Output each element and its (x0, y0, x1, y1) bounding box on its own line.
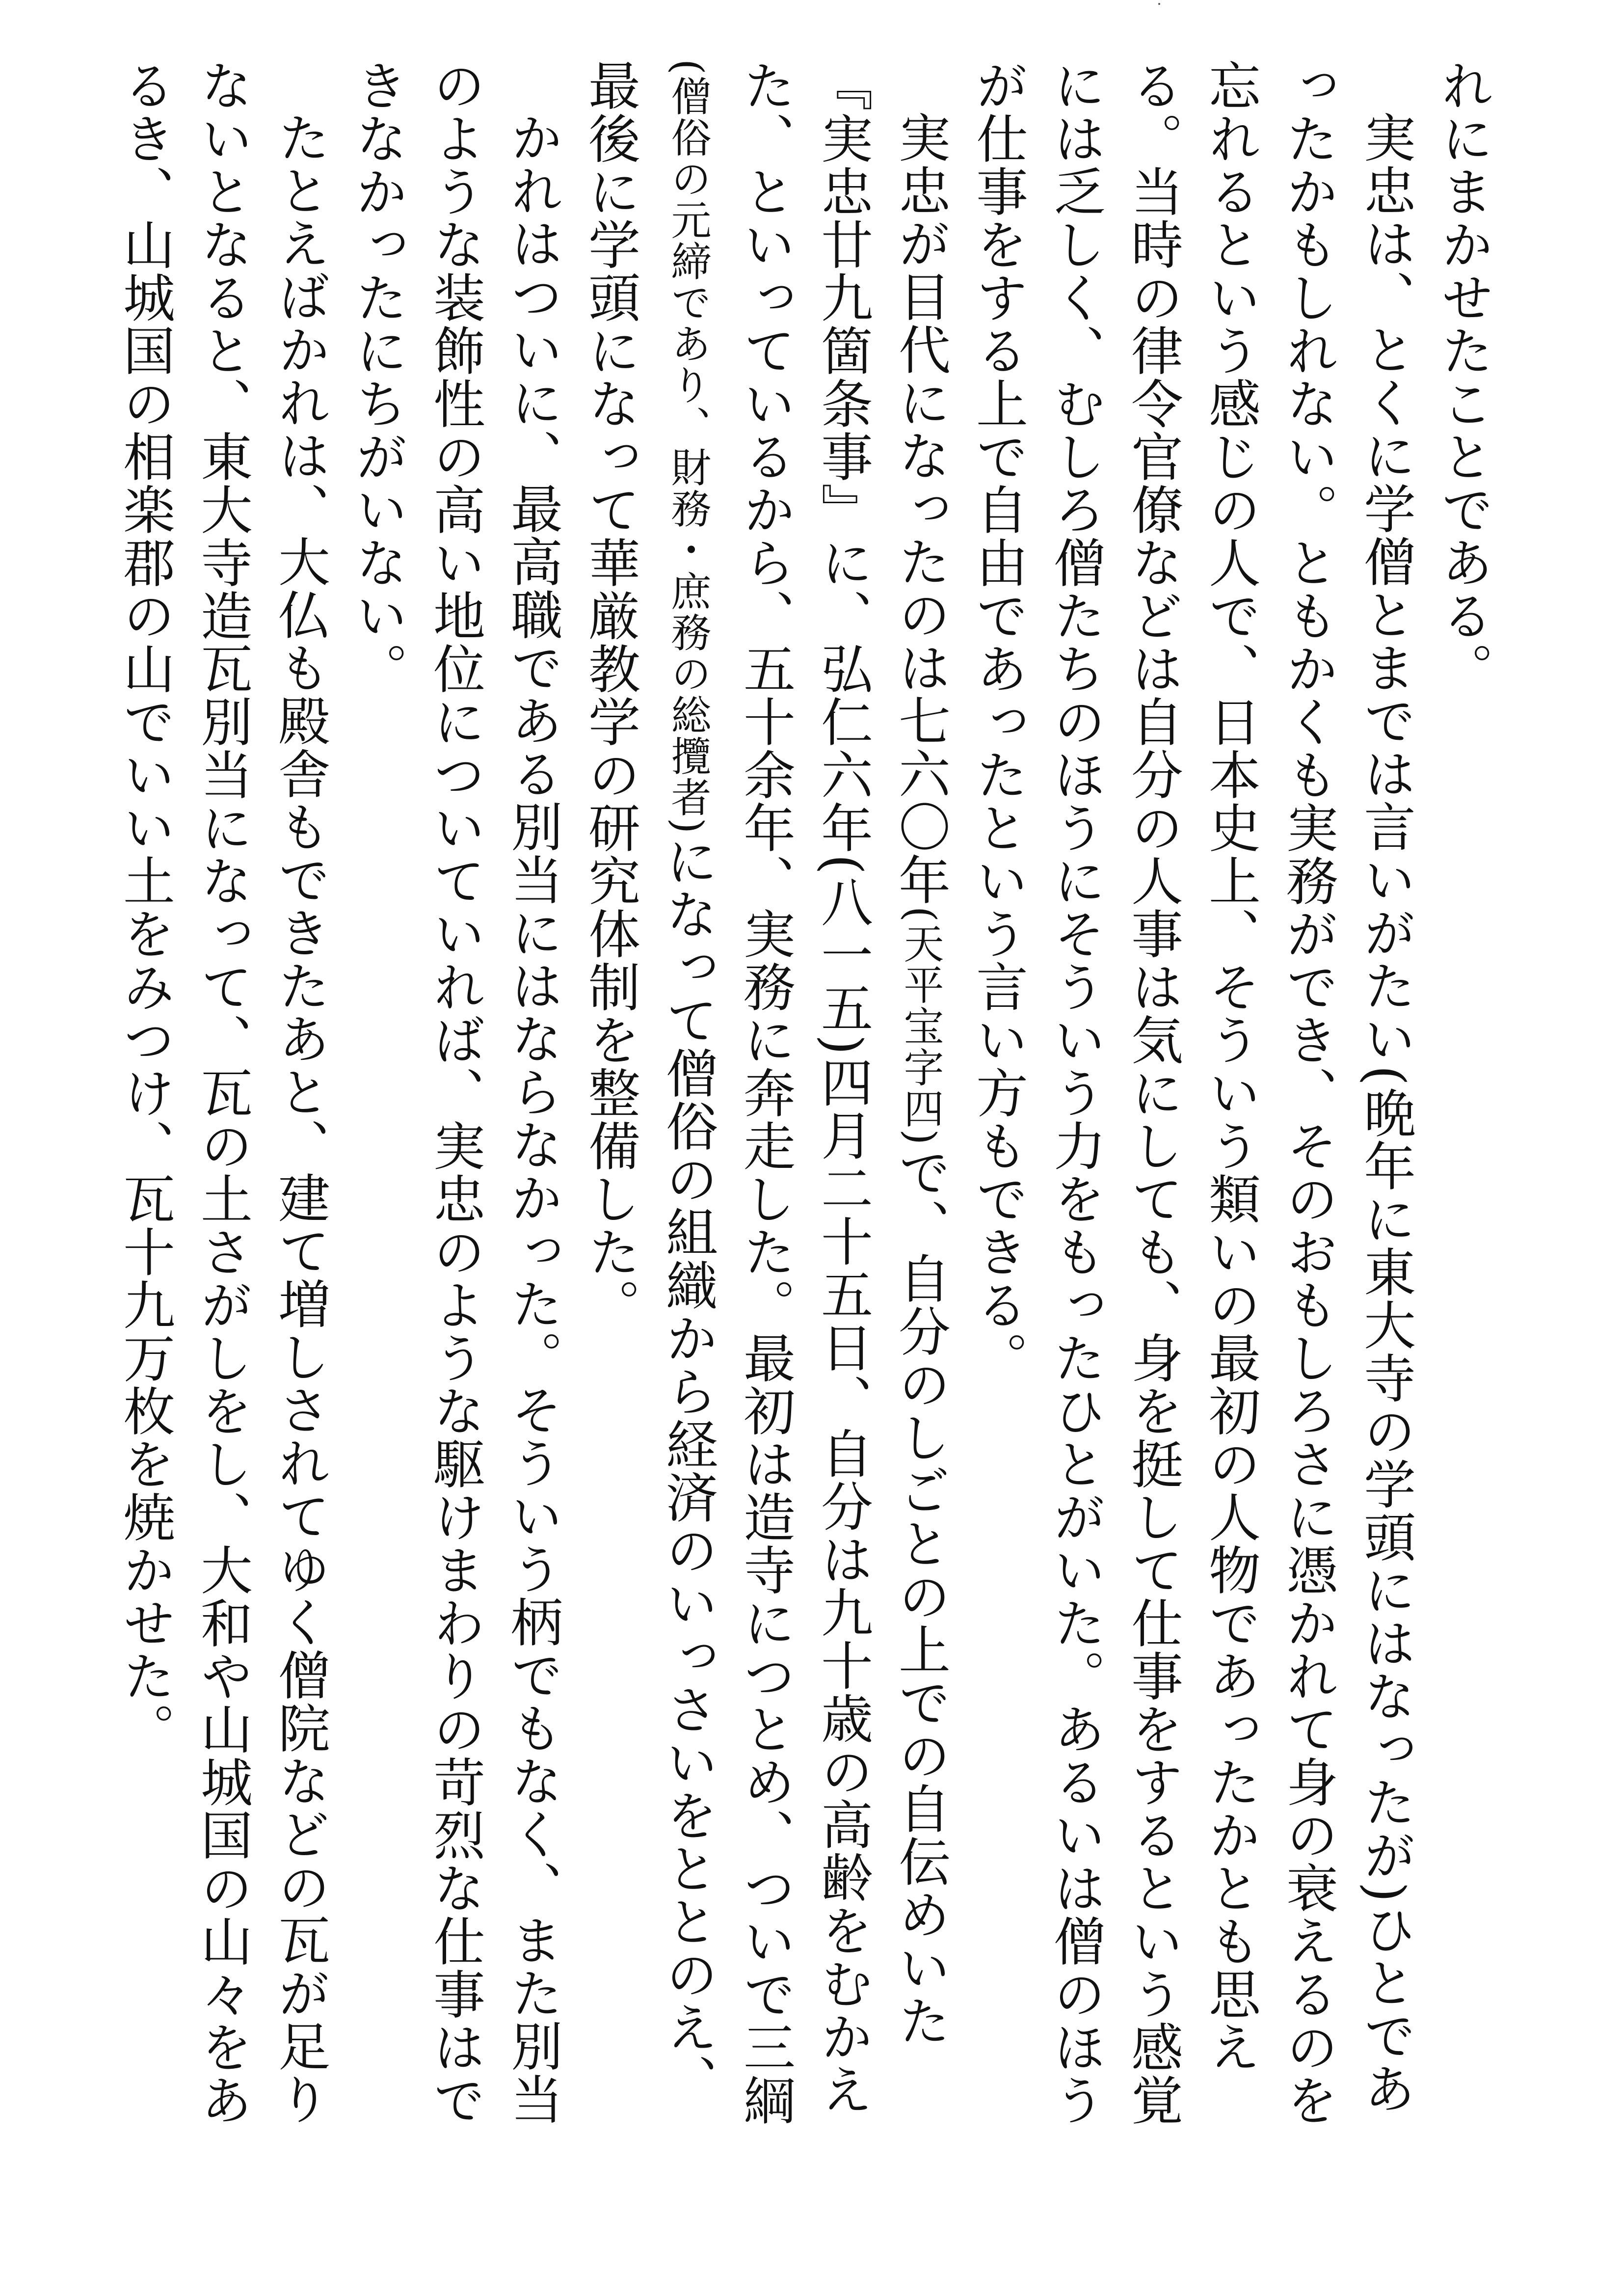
text-segment: で、自分のしごとの上での自伝めいた『実忠廿九箇条事』に、弘仁六年 (813, 59, 951, 2047)
paragraph (339, 59, 571, 2135)
text-segment: になって僧俗の組織から経済のいっさいをととのえ、最後に学頭になって華厳教学の研究体制を整備した。 (580, 59, 718, 2107)
text-segment: れにまかせたことである。 (1433, 59, 1493, 695)
text-segment: ひとであったかもしれない。ともかくも実務ができ、そのおもしろさに憑かれて身の衰えるのを忘れるという感じの人で、日本史上、そういう類いの最初の人物であったかとも思える。当時の律令官僚などは自分の人事は気にしても、身を挺して仕事をするという感覚には乏しく、むしろ僧たちのほうにそういう力をもったひとがいた。あるいは僧のほうが仕事をする上で自由であったという言い方もできる。 (968, 59, 1416, 2127)
text-segment: かれはついに、最高職である別当にはならなかった。そういう柄でもなく、また別当のような装飾性の高い地位についていれば、実忠のような駆けまわりの苛烈な仕事はできなかったにちがいない。 (347, 59, 563, 2127)
text-segment: 実忠が目代になったのは七六〇年 (890, 111, 951, 906)
text-segment: (八一五) (813, 854, 873, 1056)
paragraph (959, 59, 1424, 2135)
scan-dot (1158, 3, 1160, 5)
paragraph (1424, 59, 1502, 2135)
paragraph (571, 59, 959, 2135)
text-segment: 実忠は、とくに学僧とまでは言いがたい (1356, 111, 1416, 1065)
paragraph (106, 59, 339, 2135)
text-segment-small: (天平宝字四) (897, 906, 944, 1146)
text-segment-small: (僧俗の元締であり、財務・庶務の総攬者) (665, 59, 711, 835)
text-segment: 四月二十五日、自分は九十歳の高齢をむかえた、といっているから、五十余年、実務に奔走した。最初は造寺につとめ、ついで三綱 (735, 59, 873, 2127)
text-segment: たとえばかれは、大仏も殿舎もできたあと、建て増しされてゆく僧院などの瓦が足りないとなると、東大寺造瓦別当になって、瓦の土さがしをし、大和や山城国の山々をあるき、山城国の相楽郡の山でいい土をみつけ、瓦十九万枚を焼かせた。 (115, 59, 330, 2127)
text-area (93, 59, 1502, 2135)
text-segment: (晩年に東大寺の学頭にはなったが) (1356, 1065, 1416, 1903)
vertical-text-body (106, 59, 1502, 2135)
